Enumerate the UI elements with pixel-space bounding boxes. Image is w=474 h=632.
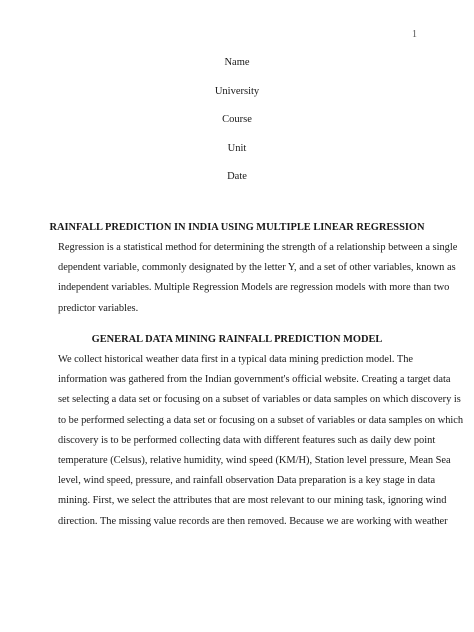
paragraph-line: level, wind speed, pressure, and rainfall observation Data preparation is a key stage in data [58, 475, 436, 487]
paragraph-line: dependent variable, commonly designated by the letter Y, and a set of other variables, known as [58, 262, 456, 274]
paragraph-2 [58, 350, 464, 532]
paragraph-line: to be performed selecting a data set or focusing on a subset of variables or data samples on which [58, 414, 464, 426]
paragraph-line: Regression is a statistical method for determining the strength of a relationship between a single [58, 242, 458, 253]
paragraph-line: mining. First, we select the attributes that are most relevant to our mining task, ignoring wind [58, 495, 447, 507]
page-number: 1 [412, 29, 417, 40]
paragraph-1 [58, 238, 458, 319]
university: University [214, 85, 260, 97]
title-block [0, 56, 474, 199]
course: Course [222, 114, 252, 126]
section-heading-2: GENERAL DATA MINING RAINFALL PREDICTION MODEL [91, 334, 383, 345]
paragraph-line: independent variables. Multiple Regression Models are regression models with more than two [58, 282, 450, 294]
section-heading-1: RAINFALL PREDICTION IN INDIA USING MULTIPLE LINEAR REGRESSION [49, 222, 425, 233]
paragraph-line: We collect historical weather data first in a typical data mining prediction model. The [58, 354, 414, 365]
unit: Unit [227, 142, 247, 154]
paragraph-line: discovery is to be performed collecting data with different features such as daily dew point [58, 434, 436, 446]
paragraph-line: set selecting a data set or focusing on a subset of variables or data samples on which discovery is [58, 394, 461, 406]
paragraph-line: direction. The missing value records are then removed. Because we are working with weather [58, 515, 448, 527]
paragraph-line: predictor variables. [58, 302, 139, 314]
author-name: Name [224, 57, 250, 68]
paragraph-line: information was gathered from the Indian government's official website. Creating a target data [58, 374, 451, 386]
date: Date [227, 171, 247, 183]
paragraph-line: temperature (Celsus), relative humidity, wind speed (KM/H), Station level pressure, Mean Sea [58, 454, 451, 466]
